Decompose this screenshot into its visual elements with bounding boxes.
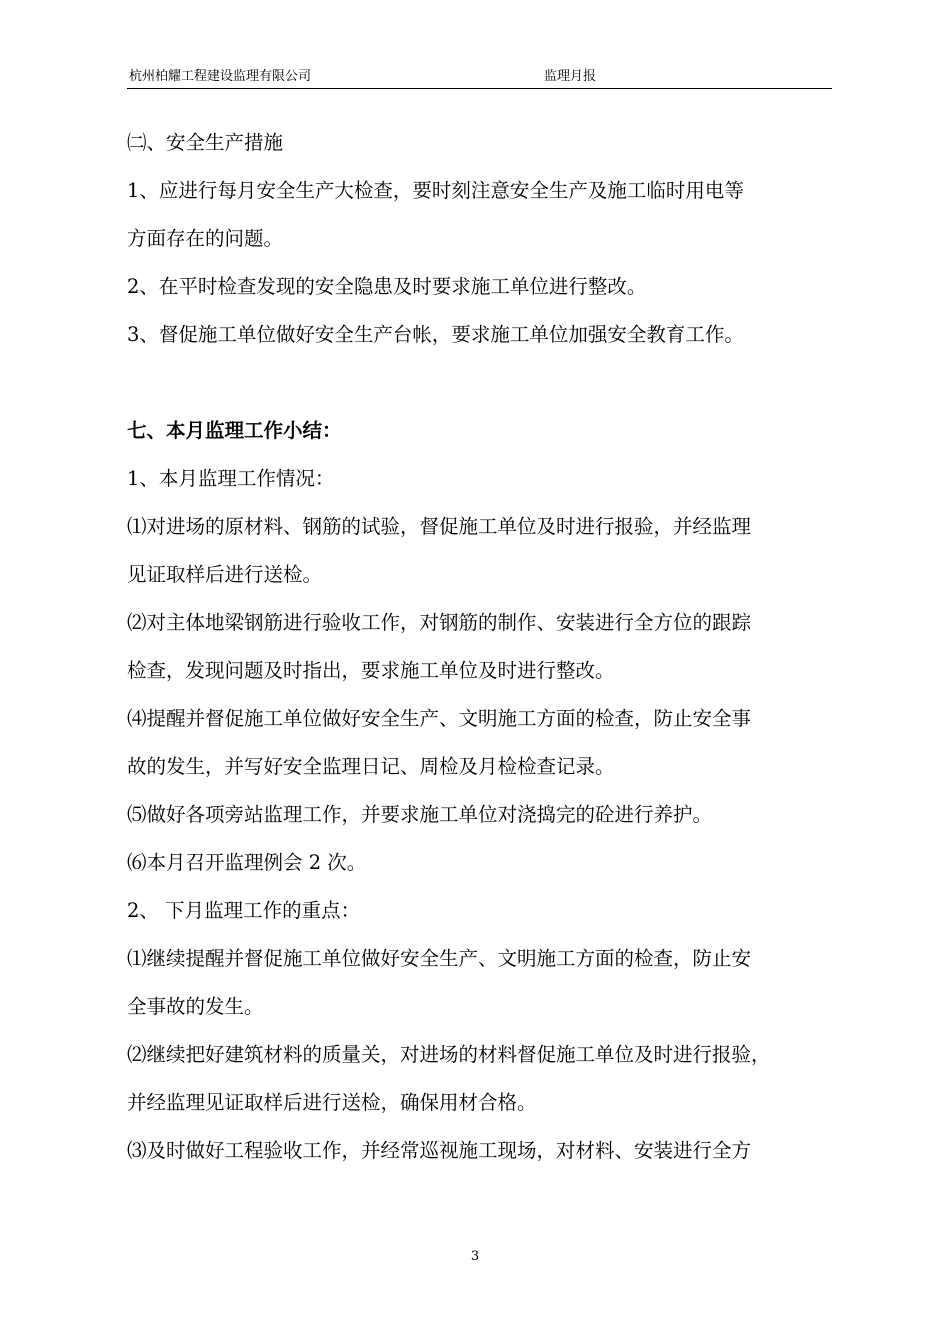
subsection-heading-safety: ㈡、安全生产措施 <box>127 131 284 154</box>
section-heading-summary: 七、本月监理工作小结： <box>127 419 342 442</box>
paragraph-line: ⑵继续把好建筑材料的质量关，对进场的材料督促施工单位及时进行报验， <box>127 1043 771 1066</box>
document-type: 监理月报 <box>544 69 597 84</box>
paragraph-line: 方面存在的问题。 <box>127 227 284 250</box>
paragraph-line: ⑸做好各项旁站监理工作，并要求施工单位对浇捣完的砼进行养护。 <box>127 803 713 826</box>
paragraph-line: 全事故的发生。 <box>127 995 264 1018</box>
paragraph-line: 故的发生，并写好安全监理日记、周检及月检检查记录。 <box>127 755 615 778</box>
paragraph-line: ⑶及时做好工程验收工作，并经常巡视施工现场，对材料、安装进行全方 <box>127 1139 752 1162</box>
paragraph-line: 检查，发现问题及时指出，要求施工单位及时进行整改。 <box>127 659 615 682</box>
paragraph-line: 1、应进行每月安全生产大检查，要时刻注意安全生产及施工临时用电等 <box>127 179 744 202</box>
paragraph-line: ⑴对进场的原材料、钢筋的试验，督促施工单位及时进行报验，并经监理 <box>127 515 752 538</box>
paragraph-line: 2、在平时检查发现的安全隐患及时要求施工单位进行整改。 <box>127 275 647 298</box>
paragraph-line: 3、督促施工单位做好安全生产台帐，要求施工单位加强安全教育工作。 <box>127 323 744 346</box>
paragraph-line: 见证取样后进行送检。 <box>127 563 323 586</box>
document-body <box>127 119 837 1175</box>
section-spacer <box>127 359 837 407</box>
paragraph-line: ⑵对主体地梁钢筋进行验收工作，对钢筋的制作、安装进行全方位的跟踪 <box>127 611 752 634</box>
company-name: 杭州柏耀工程建设监理有限公司 <box>129 69 312 84</box>
paragraph-line: 并经监理见证取样后进行送检，确保用材合格。 <box>127 1091 537 1114</box>
paragraph-line: ⑴继续提醒并督促施工单位做好安全生产、文明施工方面的检查，防止安 <box>127 947 752 970</box>
paragraph-line: ⑷提醒并督促施工单位做好安全生产、文明施工方面的检查，防止安全事 <box>127 707 752 730</box>
paragraph-line: ⑹本月召开监理例会 2 次。 <box>127 851 367 874</box>
page-number: 3 <box>470 1249 480 1264</box>
paragraph-line: 1、本月监理工作情况： <box>127 467 335 490</box>
page-header <box>127 70 832 89</box>
paragraph-line: 2、 下月监理工作的重点： <box>127 899 361 922</box>
